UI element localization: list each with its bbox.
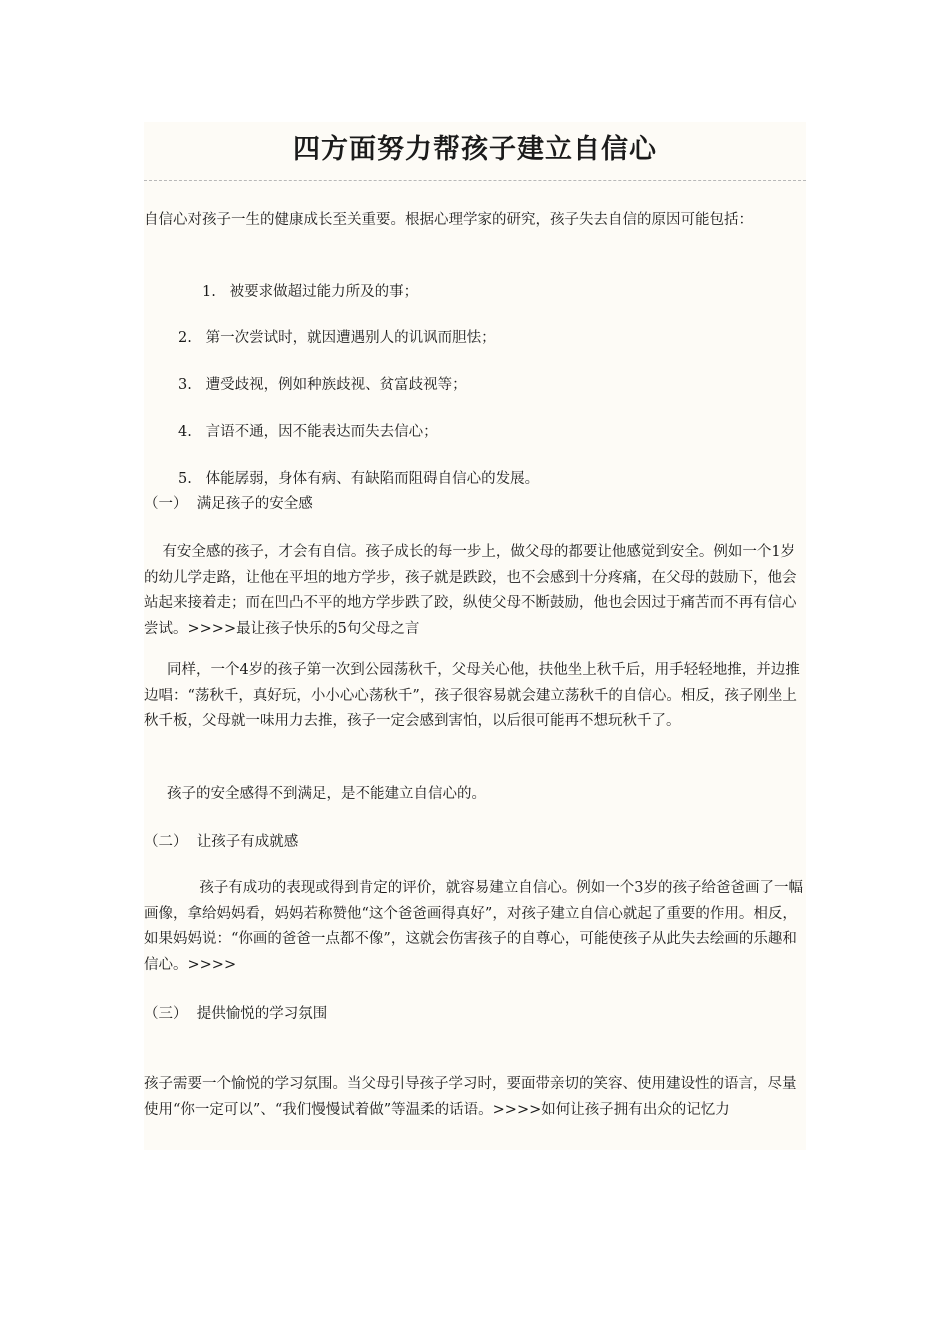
title-divider: [144, 180, 806, 181]
section-1-paragraph-2: 同样，一个4岁的孩子第一次到公园荡秋千，父母关心他，扶他坐上秋千后，用手轻轻地推，并边推边唱：“荡秋千，真好玩，小小心心荡秋千”，孩子很容易就会建立荡秋千的自信心。相反，孩子刚坐上秋千板，父母就一味用力去推，孩子一定会感到害怕，以后很可能再不想玩秋千了。: [144, 662, 800, 729]
article-title: 四方面努力帮孩子建立自信心: [293, 134, 657, 165]
cause-item-2: 2. 第一次尝试时，就因遭遇别人的讥讽而胆怯；: [178, 330, 496, 346]
section-3-heading: （三） 提供愉悦的学习氛围: [144, 1006, 328, 1022]
section-1-paragraph-3: 孩子的安全感得不到满足，是不能建立自信心的。: [144, 786, 487, 802]
cause-item-3: 3. 遭受歧视，例如种族歧视、贫富歧视等；: [178, 377, 467, 393]
intro-paragraph: 自信心对孩子一生的健康成长至关重要。根据心理学家的研究，孩子失去自信的原因可能包括：: [144, 212, 753, 228]
section-2-paragraph-1: 孩子有成功的表现或得到肯定的评价，就容易建立自信心。例如一个3岁的孩子给爸爸画了一幅画像，拿给妈妈看，妈妈若称赞他“这个爸爸画得真好”，对孩子建立自信心就起了重要的作用。相反，如果妈妈说：“你画的爸爸一点都不像”，这就会伤害孩子的自尊心，可能使孩子从此失去绘画的乐趣和信心。>>>>: [144, 880, 804, 973]
article-page: [144, 122, 806, 1150]
section-1-paragraph-1: 有安全感的孩子，才会有自信。孩子成长的每一步上，做父母的都要让他感觉到安全。例如一个1岁的幼儿学走路，让他在平坦的地方学步，孩子就是跌跤，也不会感到十分疼痛，在父母的鼓励下，他会站起来接着走；而在凹凸不平的地方学步跌了跤，纵使父母不断鼓励，他也会因过于痛苦而不再有信心尝试。>>>>最让孩子快乐的5句父母之言: [144, 544, 797, 637]
section-3-paragraph-1: 孩子需要一个愉悦的学习氛围。当父母引导孩子学习时，要面带亲切的笑容、使用建设性的语言，尽量使用“你一定可以”、“我们慢慢试着做”等温柔的话语。>>>>如何让孩子拥有出众的记忆力: [144, 1076, 797, 1118]
section-1-heading: （一） 满足孩子的安全感: [144, 496, 313, 512]
cause-item-5: 5. 体能孱弱，身体有病、有缺陷而阻碍自信心的发展。: [178, 471, 540, 487]
cause-item-4: 4. 言语不通，因不能表达而失去信心；: [178, 424, 438, 440]
cause-item-1: 1. 被要求做超过能力所及的事；: [202, 284, 419, 300]
section-2-heading: （二） 让孩子有成就感: [144, 834, 299, 850]
